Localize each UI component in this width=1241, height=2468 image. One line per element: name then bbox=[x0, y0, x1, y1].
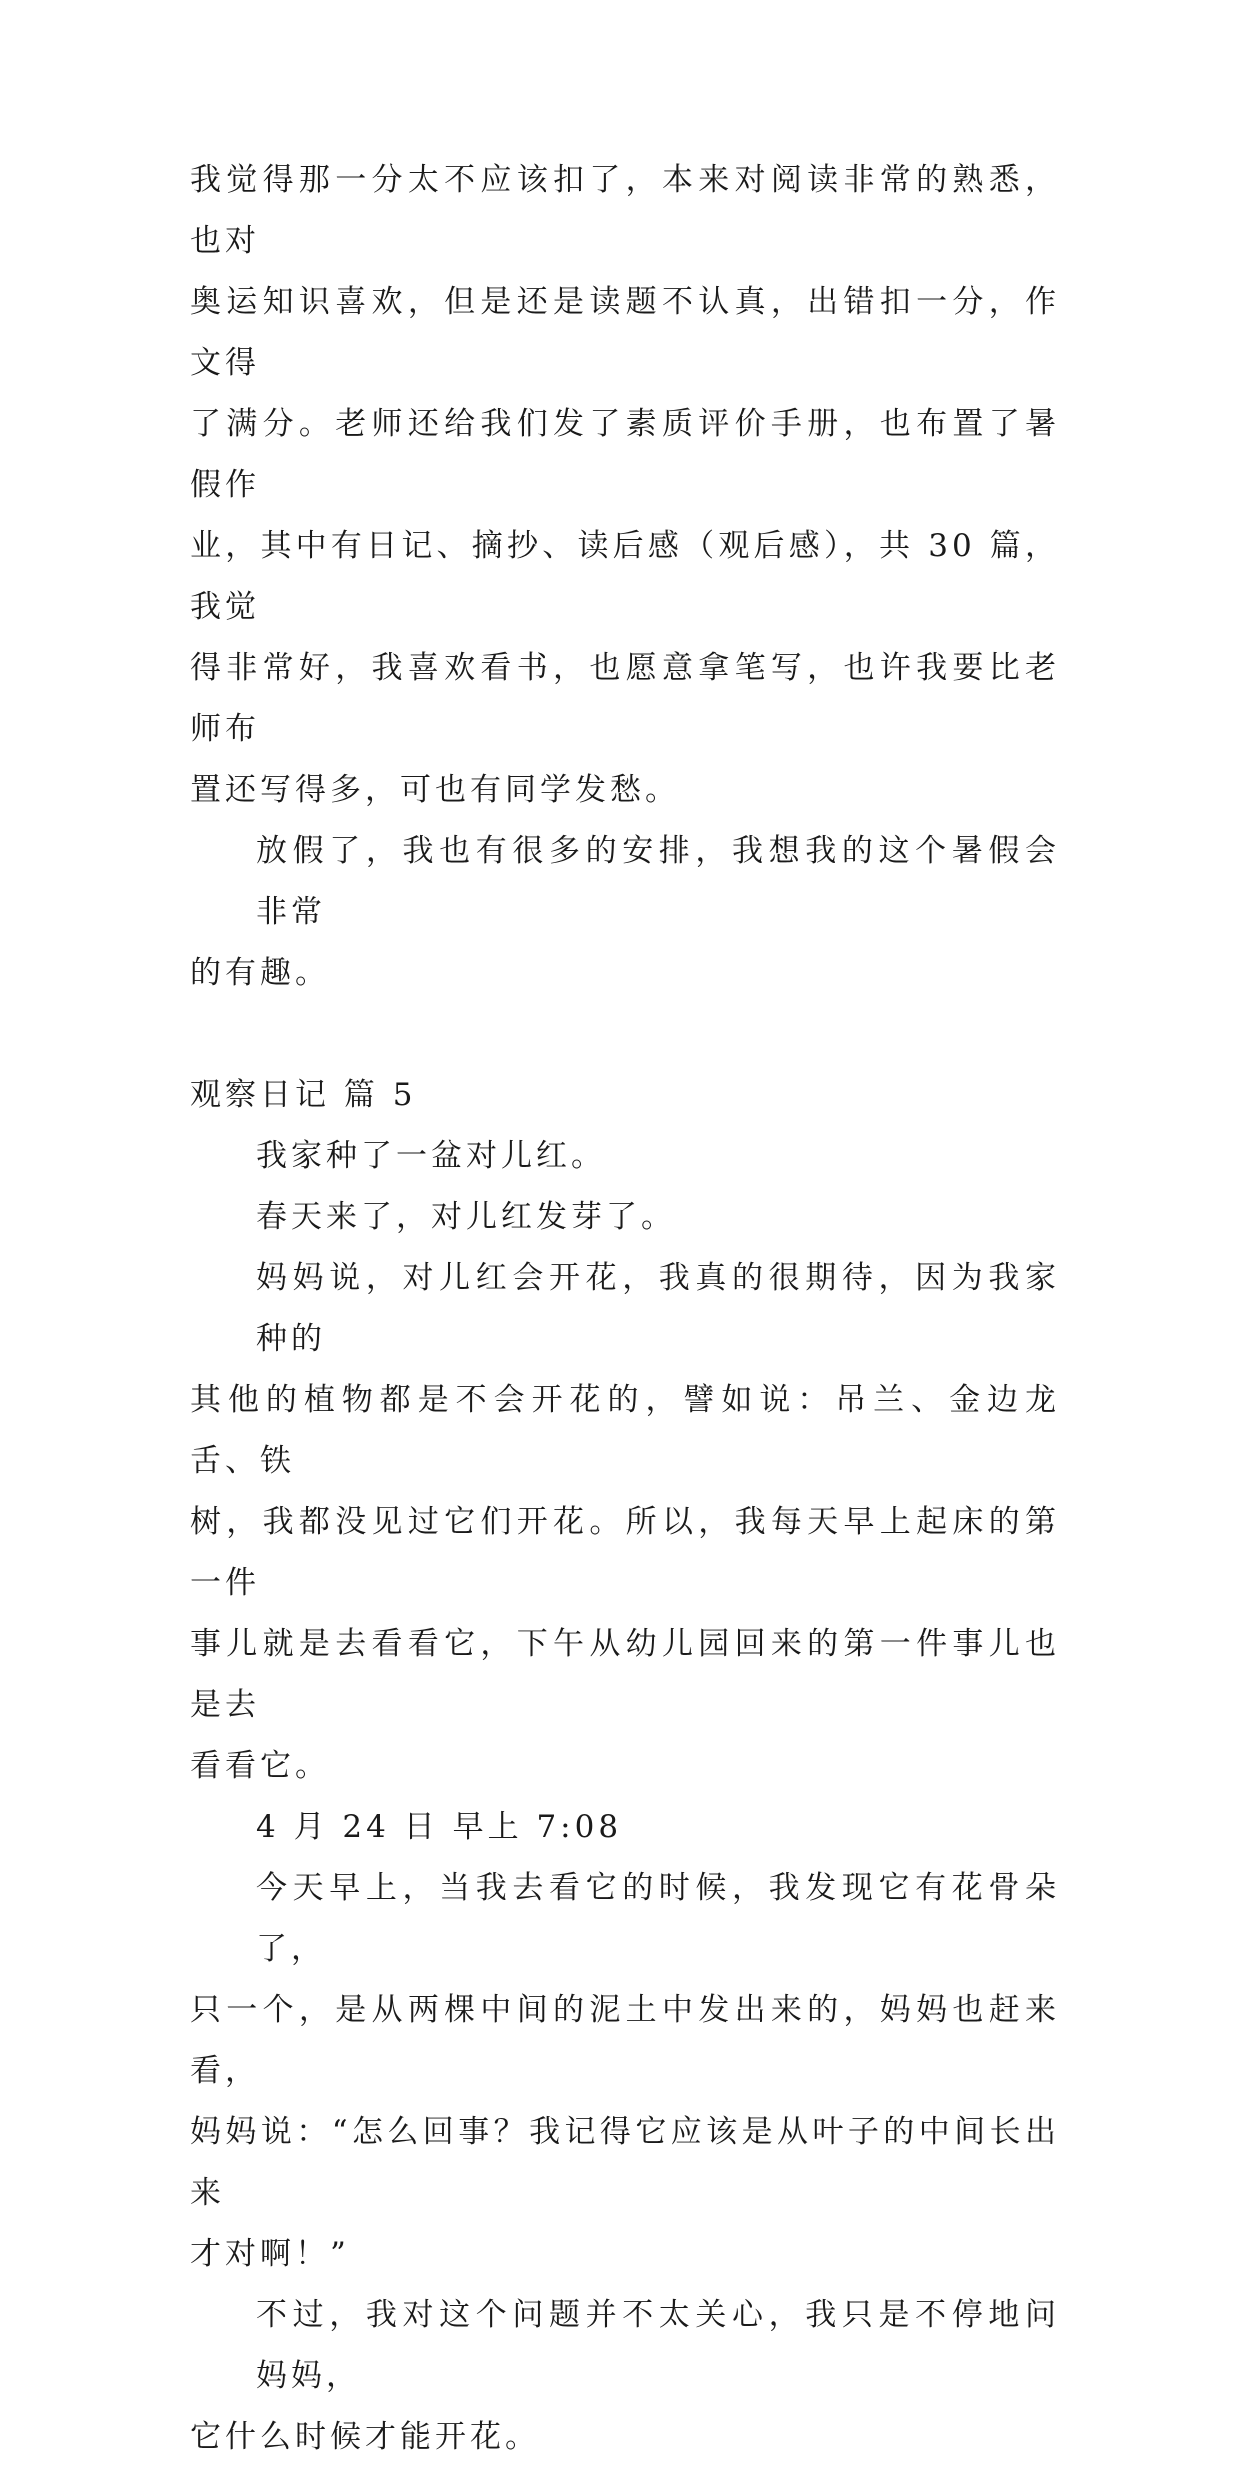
text-line: 事儿就是去看看它，下午从幼儿园回来的第一件事儿也是去 bbox=[190, 1626, 1060, 1723]
text-line: 妈妈说，对儿红会开花，我真的很期待，因为我家种的 bbox=[256, 1260, 1060, 1357]
text-line: 妈妈说：“怎么回事？我记得它应该是从叶子的中间长出来 bbox=[190, 2114, 1060, 2211]
text-line: 春天来了，对儿红发芽了。 bbox=[256, 1199, 676, 1235]
paragraph-7 bbox=[190, 2285, 1060, 2468]
paragraph-6 bbox=[190, 1858, 1060, 2285]
text-line: 树，我都没见过它们开花。所以，我每天早上起床的第一件 bbox=[190, 1504, 1060, 1601]
spacer bbox=[190, 1004, 1060, 1065]
text-line: 我家种了一盆对儿红。 bbox=[256, 1138, 606, 1174]
text-line: 今天早上，当我去看它的时候，我发现它有花骨朵了， bbox=[256, 1870, 1060, 1967]
text-line: 业，其中有日记、摘抄、读后感（观后感），共 30 篇，我觉 bbox=[190, 528, 1060, 625]
text-line: 4 月 24 日 早上 7:08 bbox=[256, 1809, 623, 1845]
text-line: 的有趣。 bbox=[190, 955, 330, 991]
text-line: 它什么时候才能开花。 bbox=[190, 2419, 540, 2455]
text-line: 放假了，我也有很多的安排，我想我的这个暑假会非常 bbox=[256, 833, 1060, 930]
paragraph-5 bbox=[190, 1248, 1060, 1797]
document-page bbox=[190, 150, 1060, 2468]
text-line: 置还写得多，可也有同学发愁。 bbox=[190, 772, 680, 808]
paragraph-3 bbox=[190, 1126, 1060, 1187]
text-line: 奥运知识喜欢，但是还是读题不认真，出错扣一分，作文得 bbox=[190, 284, 1060, 381]
paragraph-4 bbox=[190, 1187, 1060, 1248]
paragraph-2 bbox=[190, 821, 1060, 1004]
text-line: 只一个，是从两棵中间的泥土中发出来的，妈妈也赶来看， bbox=[190, 1992, 1060, 2089]
date-line bbox=[190, 1797, 1060, 1858]
text-line: 才对啊！” bbox=[190, 2236, 350, 2272]
paragraph-1 bbox=[190, 150, 1060, 821]
text-line: 得非常好，我喜欢看书，也愿意拿笔写，也许我要比老师布 bbox=[190, 650, 1060, 747]
text-line: 看看它。 bbox=[190, 1748, 330, 1784]
text-line: 不过，我对这个问题并不太关心，我只是不停地问妈妈， bbox=[256, 2297, 1060, 2394]
text-line: 我觉得那一分太不应该扣了，本来对阅读非常的熟悉，也对 bbox=[190, 162, 1060, 259]
text-line: 了满分。老师还给我们发了素质评价手册，也布置了暑假作 bbox=[190, 406, 1060, 503]
text-line: 其他的植物都是不会开花的，譬如说：吊兰、金边龙舌、铁 bbox=[190, 1382, 1060, 1479]
section-title: 观察日记 篇 5 bbox=[190, 1077, 417, 1113]
